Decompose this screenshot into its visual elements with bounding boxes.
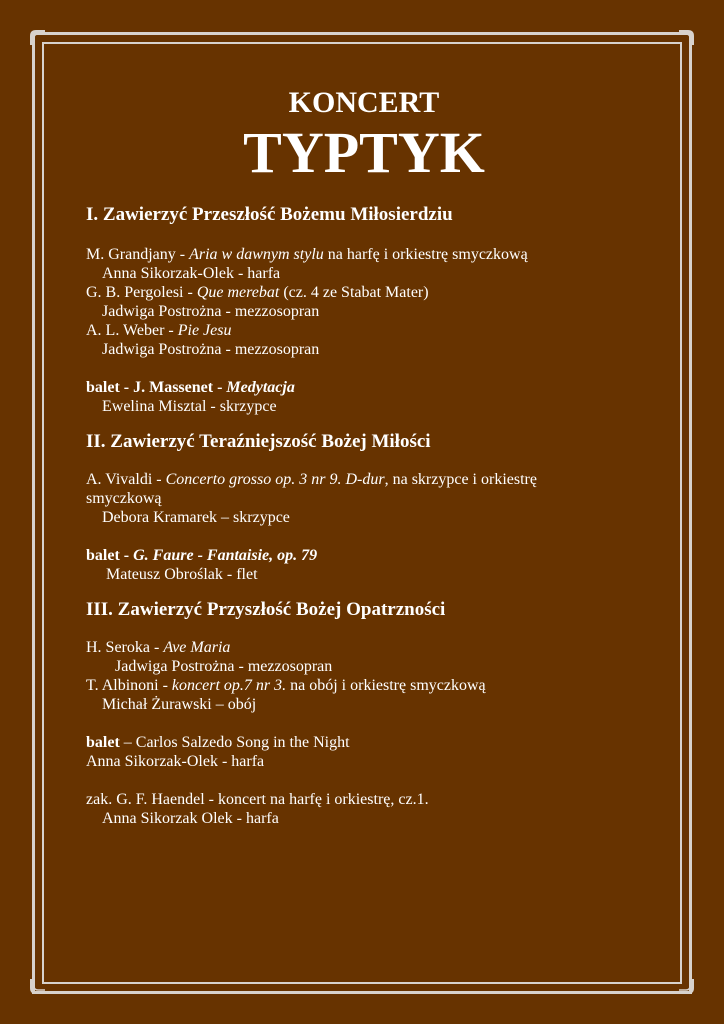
performer: Jadwiga Postrożna - mezzosopran xyxy=(102,303,320,320)
program-item-continued: smyczkową xyxy=(86,490,162,507)
performer: Michał Żurawski – obój xyxy=(102,696,257,713)
section-3-title: III. Zawierzyć Przyszłość Bożej Opatrzności xyxy=(86,599,446,620)
program-item: A. Vivaldi - Concerto grosso op. 3 nr 9. D-dur, na skrzypce i orkiestrę xyxy=(86,471,537,488)
performer: Anna Sikorzak-Olek - harfa xyxy=(86,753,265,770)
performer: Anna Sikorzak-Olek - harfa xyxy=(102,265,281,282)
performer: Anna Sikorzak Olek - harfa xyxy=(102,810,279,827)
performer: Debora Kramarek – skrzypce xyxy=(102,509,290,526)
performer: Ewelina Misztal - skrzypce xyxy=(102,398,277,415)
section-3-finale xyxy=(86,790,646,828)
performer: Jadwiga Postrożna - mezzosopran xyxy=(102,341,320,358)
program-item: M. Grandjany - Aria w dawnym stylu na harfę i orkiestrę smyczkową xyxy=(86,246,528,263)
section-3-program xyxy=(86,638,646,714)
corner-ornament-icon xyxy=(678,978,694,994)
page-subtitle: KONCERT xyxy=(288,86,440,119)
corner-ornament-icon xyxy=(30,978,46,994)
section-2-title: II. Zawierzyć Teraźniejszość Bożej Miłości xyxy=(86,431,431,452)
corner-ornament-icon xyxy=(30,30,46,46)
performer: Jadwiga Postrożna - mezzosopran xyxy=(115,658,333,675)
ballet-item: balet - J. Massenet - Medytacja xyxy=(86,379,295,396)
section-1-ballet xyxy=(86,378,646,416)
page-title: TYPTYK xyxy=(243,120,485,185)
finale-item: zak. G. F. Haendel - koncert na harfę i orkiestrę, cz.1. xyxy=(86,791,429,808)
ballet-item: balet – Carlos Salzedo Song in the Night xyxy=(86,734,350,751)
program-item: H. Seroka - Ave Maria xyxy=(86,639,231,656)
program-content xyxy=(86,86,646,828)
section-1-title: I. Zawierzyć Przeszłość Bożemu Miłosierdziu xyxy=(86,204,453,225)
program-item: A. L. Weber - Pie Jesu xyxy=(86,322,232,339)
section-3-ballet xyxy=(86,733,646,771)
corner-ornament-icon xyxy=(678,30,694,46)
performer: Mateusz Obroślak - flet xyxy=(106,566,258,583)
program-item: G. B. Pergolesi - Que merebat (cz. 4 ze Stabat Mater) xyxy=(86,284,429,301)
ballet-item: balet - G. Faure - Fantaisie, op. 79 xyxy=(86,547,318,564)
section-2-program xyxy=(86,470,646,527)
section-1-program xyxy=(86,245,646,359)
section-2-ballet xyxy=(86,546,646,584)
program-item: T. Albinoni - koncert op.7 nr 3. na obój i orkiestrę smyczkową xyxy=(86,677,486,694)
